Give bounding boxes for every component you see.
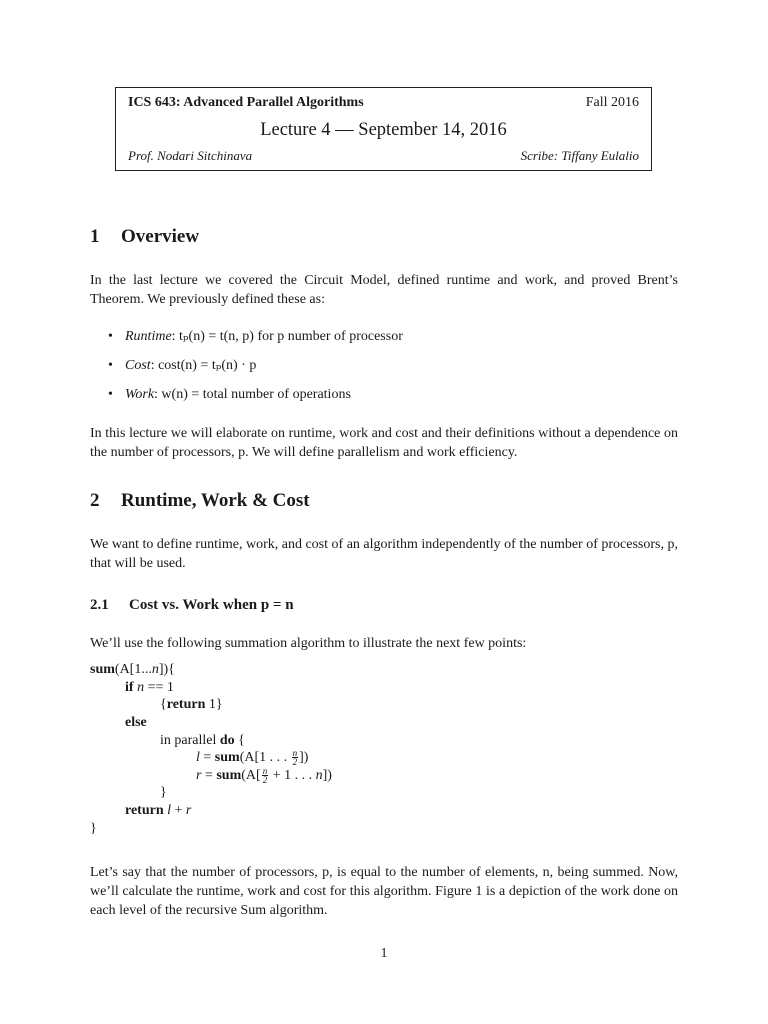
n-over-2-fraction: $\frac{n}{2}$ [262, 766, 268, 786]
list-item [108, 327, 403, 356]
section-title: Runtime, Work & Cost [121, 490, 310, 511]
code-line: return l + r [125, 803, 192, 818]
code-line: in parallel do { [160, 733, 245, 748]
analysis-paragraph: Let’s say that the number of processors, p, is equal to the number of elements, n, being summed. Now, we’ll calculate the runtime, work and cost for this algorithm. Figure 1 is a depiction of the work done on each level of the recursive Sum algorithm. [90, 865, 678, 918]
bullet-icon: • [108, 358, 113, 373]
section-number: 1 [90, 226, 100, 247]
definition-term: Work [125, 387, 155, 402]
bullet-icon: • [108, 387, 113, 402]
scribe-name: Scribe: Tiffany Eulalio [520, 148, 639, 163]
list-item [108, 356, 403, 385]
subsection-2-1-heading [90, 597, 294, 614]
code-line: {return 1} [160, 697, 223, 712]
definition-text: : tₚ(n) = t(n, p) for p number of processor [171, 329, 403, 344]
course-title: ICS 643: Advanced Parallel Algorithms [128, 95, 364, 110]
code-line: } [160, 785, 167, 800]
section-number: 2 [90, 490, 100, 511]
section-2-heading [90, 490, 310, 512]
section-title: Overview [121, 226, 200, 247]
definition-term: Cost [125, 358, 151, 373]
term-label: Fall 2016 [585, 95, 639, 110]
lecture-header-box [115, 87, 652, 171]
n-over-2-fraction: $\frac{n}{2}$ [292, 748, 298, 768]
subsection-number: 2.1 [90, 597, 109, 613]
code-line: l = sum(A[1 . . . $\frac{n}{2}$ ]) [196, 748, 309, 768]
overview-intro-paragraph: In the last lecture we covered the Circuit Model, defined runtime and work, and proved Brent’s Theorem. We previously defined these as: [90, 273, 678, 307]
definitions-list [108, 327, 403, 414]
lecture-title: Lecture 4 — September 14, 2016 [260, 120, 507, 140]
bullet-icon: • [108, 329, 113, 344]
code-line: sum(A[1...n]){ [90, 662, 175, 677]
section-1-heading [90, 226, 199, 248]
list-item [108, 385, 403, 414]
definition-text: : cost(n) = tₚ(n) · p [150, 358, 257, 373]
overview-closing-paragraph: In this lecture we will elaborate on runtime, work and cost and their definitions without a dependence on the number of processors, p. We will define parallelism and work efficiency. [90, 426, 678, 460]
algorithm-lead-paragraph: We’ll use the following summation algorithm to illustrate the next few points: [90, 636, 527, 651]
subsection-title: Cost vs. Work when p = n [129, 597, 294, 613]
code-line: else [125, 715, 147, 730]
page-number: 1 [380, 946, 388, 961]
professor-name: Prof. Nodari Sitchinava [128, 148, 253, 163]
section-2-intro-paragraph: We want to define runtime, work, and cost of an algorithm independently of the number of processors, p, that will be used. [90, 537, 678, 571]
definition-term: Runtime [125, 329, 172, 344]
code-line: r = sum(A[ $\frac{n}{2}$ + 1 . . . n]) [196, 766, 332, 786]
code-line: } [90, 821, 97, 836]
code-line: if n == 1 [125, 680, 174, 695]
definition-text: : w(n) = total number of operations [154, 387, 351, 402]
